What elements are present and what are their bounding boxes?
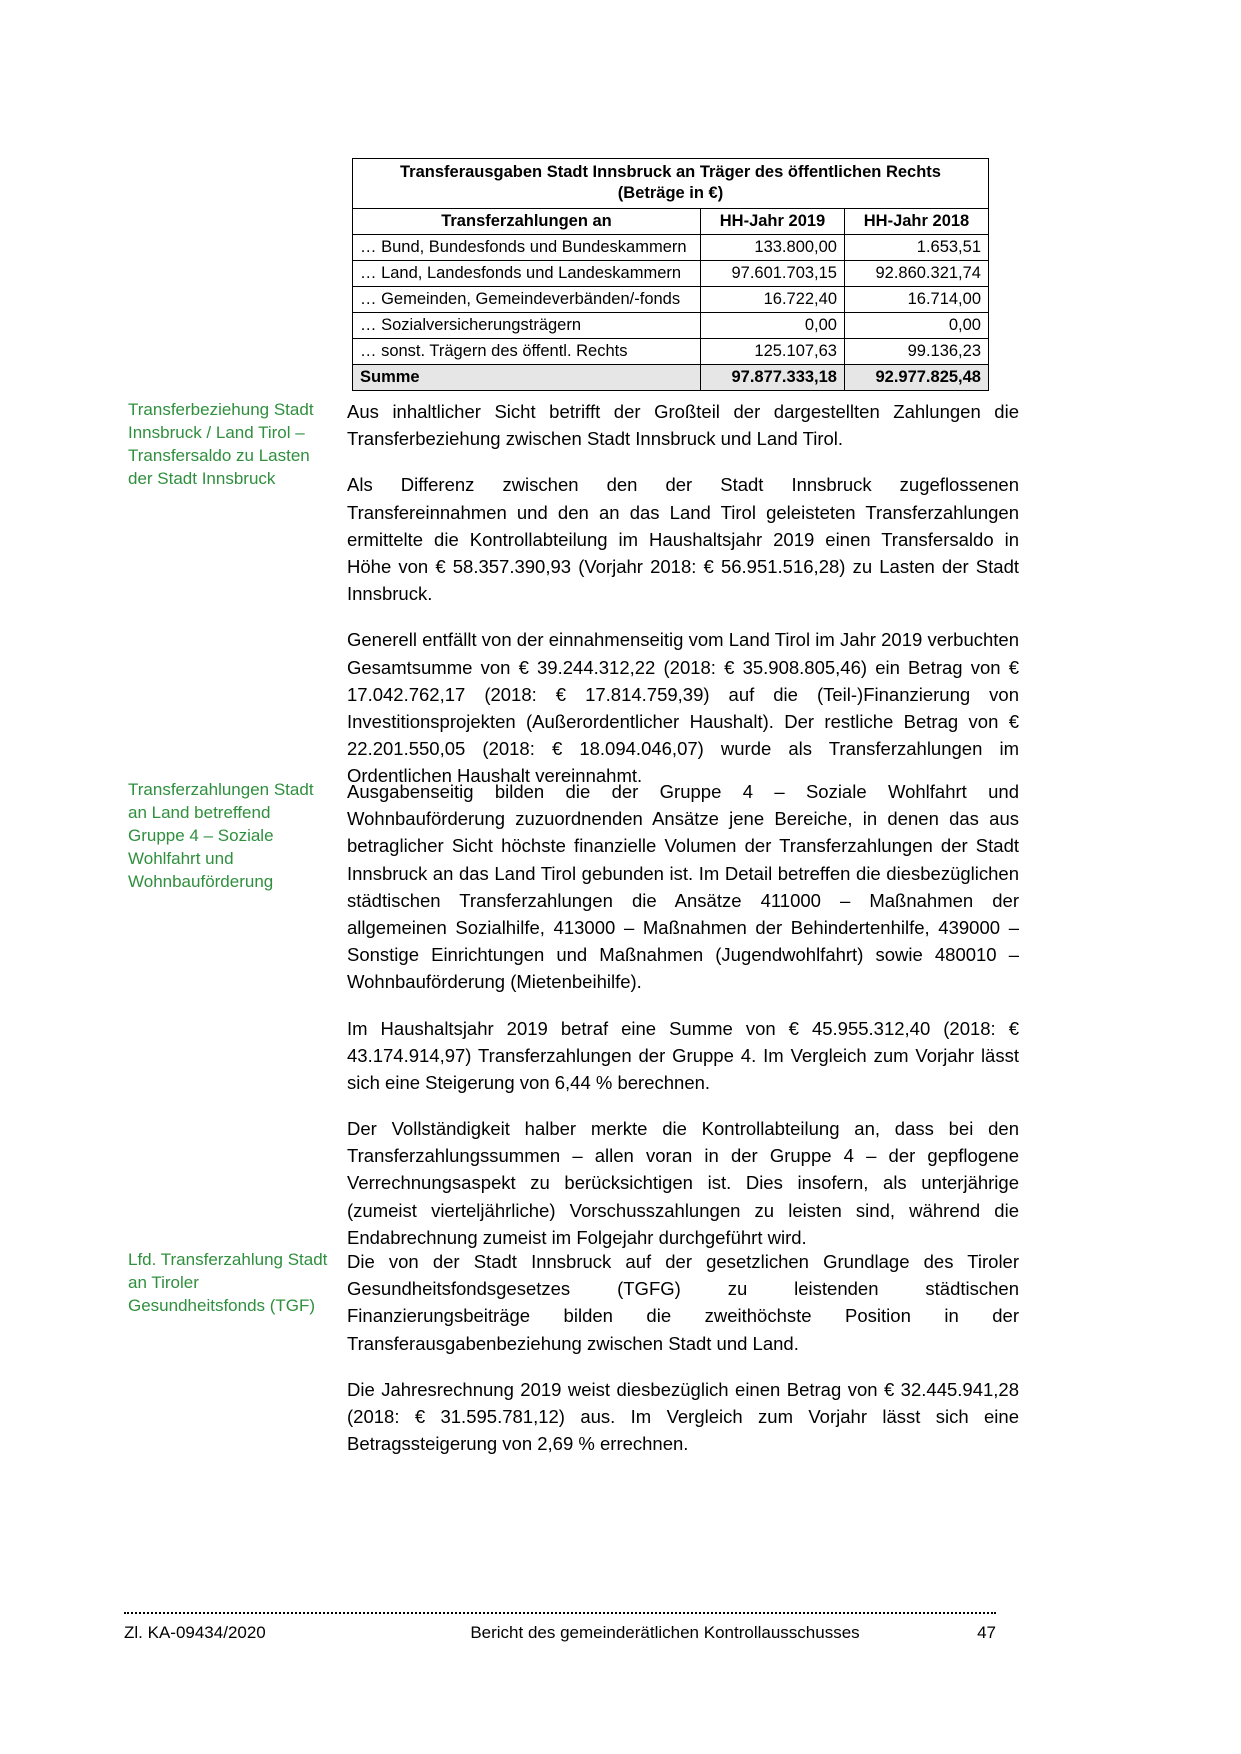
row-label: … Sozialversicherungsträgern [353, 312, 701, 338]
paragraph-1: Aus inhaltlicher Sicht betrifft der Großteil der dargestellten Zahlungen die Transferbeziehung zwischen Stadt Innsbruck und Land Tirol. [347, 401, 1019, 450]
table-title-line1: Transferausgaben Stadt Innsbruck an Träger des öffentlichen Rechts [400, 163, 941, 181]
table-header-row [353, 208, 989, 234]
footer-reference: Zl. KA-09434/2020 [124, 1623, 266, 1642]
transfer-expenses-table [352, 158, 989, 391]
margin-note-tgf: Lfd. Transferzahlung Stadt an Tiroler Gesundheitsfonds (TGF) [128, 1250, 328, 1315]
row-label: … Bund, Bundesfonds und Bundeskammern [353, 234, 701, 260]
paragraph-5: Im Haushaltsjahr 2019 betraf eine Summe von € 45.955.312,40 (2018: € 43.174.914,97) Transferzahlungen der Gruppe 4. Im Vergleich zum Vorjahr lässt sich eine Steigerung von 6,44 % berechnen. [347, 1017, 1019, 1093]
footer-title: Bericht des gemeinderätlichen Kontrollausschusses [470, 1623, 860, 1642]
table-title-line2: (Beträge in €) [617, 184, 724, 203]
table-summary-row [353, 364, 989, 390]
table-row [353, 338, 989, 364]
row-value-2019: 125.107,63 [701, 338, 845, 364]
footer-page-number: 47 [977, 1623, 996, 1642]
row-label: … Land, Landesfonds und Landeskammern [353, 260, 701, 286]
paragraph-4: Ausgabenseitig bilden die der Gruppe 4 – Soziale Wohlfahrt und Wohnbauförderung zuzuordnenden Ansätze jene Bereiche, in denen das aus betraglicher Sicht höchste finanzielle Volumen der Transferzahlungen der Stadt Innsbruck an das Land Tirol gebunden ist. Im Detail betreffen die diesbezüglichen städtischen Transferzahlungen die Ansätze 411000 – Maßnahmen der allgemeinen Sozialhilfe, 413000 – Maßnahmen der Behindertenhilfe, 439000 – Sonstige Einrichtungen und Maßnahmen (Jugendwohlfahrt) sowie 480010 – Wohnbauförderung (Mietenbeihilfe). [347, 781, 1019, 993]
body-block-3 [347, 1248, 1019, 1457]
table-title-row [353, 159, 989, 209]
column-header-label: Transferzahlungen an [353, 208, 701, 234]
table-title [353, 159, 989, 209]
paragraph-6: Der Vollständigkeit halber merkte die Kontrollabteilung an, dass bei den Transferzahlungssummen – allen voran in der Gruppe 4 – der gepflogene Verrechnungsaspekt zu berücksichtigen ist. Dies insofern, als unterjährige (zumeist vierteljährliche) Vorschusszahlungen zu leisten sind, während die Endabrechnung zumeist im Folgejahr durchgeführt wird. [347, 1118, 1019, 1248]
footer-divider [124, 1612, 996, 1614]
row-value-2019: 97.601.703,15 [701, 260, 845, 286]
row-value-2019: 16.722,40 [701, 286, 845, 312]
paragraph-2: Als Differenz zwischen den der Stadt Innsbruck zugeflossenen Transfereinnahmen und den an das Land Tirol geleisteten Transferzahlungen ermittelte die Kontrollabteilung im Haushaltsjahr 2019 einen Transfersaldo in Höhe von € 58.357.390,93 (Vorjahr 2018: € 56.951.516,28) zu Lasten der Stadt Innsbruck. [347, 474, 1019, 605]
table-row [353, 234, 989, 260]
body-block-1 [347, 398, 1019, 789]
row-value-2018: 92.860.321,74 [845, 260, 989, 286]
column-header-2019: HH-Jahr 2019 [701, 208, 845, 234]
row-label: … Gemeinden, Gemeindeverbänden/-fonds [353, 286, 701, 312]
column-header-2018: HH-Jahr 2018 [845, 208, 989, 234]
body-block-2 [347, 778, 1019, 1251]
summary-value-2019: 97.877.333,18 [701, 364, 845, 390]
table-row [353, 312, 989, 338]
paragraph-7: Die von der Stadt Innsbruck auf der gesetzlichen Grundlage des Tiroler Gesundheitsfondsgesetzes (TGFG) zu leistenden städtischen Finanzierungsbeiträge bilden die zweithöchste Position in der Transferausgabenbeziehung zwischen Stadt und Land. [347, 1251, 1019, 1354]
row-value-2018: 99.136,23 [845, 338, 989, 364]
summary-value-2018: 92.977.825,48 [845, 364, 989, 390]
margin-note-transferbeziehung: Transferbeziehung Stadt Innsbruck / Land Tirol – Transfersaldo zu Lasten der Stadt Innsbruck [128, 400, 314, 488]
page-footer [124, 1623, 996, 1643]
row-value-2018: 16.714,00 [845, 286, 989, 312]
row-value-2019: 133.800,00 [701, 234, 845, 260]
row-value-2019: 0,00 [701, 312, 845, 338]
summary-label: Summe [353, 364, 701, 390]
paragraph-8: Die Jahresrechnung 2019 weist diesbezüglich einen Betrag von € 32.445.941,28 (2018: € 31.595.781,12) aus. Im Vergleich zum Vorjahr lässt sich eine Betragssteigerung von 2,69 % errechnen. [347, 1378, 1019, 1455]
margin-note-gruppe4: Transferzahlungen Stadt an Land betreffend Gruppe 4 – Soziale Wohlfahrt und Wohnbauförderung [128, 780, 314, 891]
table-row [353, 260, 989, 286]
paragraph-3: Generell entfällt von der einnahmenseitig vom Land Tirol im Jahr 2019 verbuchten Gesamtsumme von € 39.244.312,22 (2018: € 35.908.805,46) ein Betrag von € 17.042.762,17 (2018: € 17.814.759,39) auf die (Teil-)Finanzierung von Investitionsprojekten (Außerordentlicher Haushalt). Der restliche Betrag von € 22.201.550,05 (2018: € 18.094.046,07) wurde als Transferzahlungen im Ordentlichen Haushalt vereinnahmt. [347, 629, 1019, 787]
row-value-2018: 0,00 [845, 312, 989, 338]
table-row [353, 286, 989, 312]
row-label: … sonst. Trägern des öffentl. Rechts [353, 338, 701, 364]
row-value-2018: 1.653,51 [845, 234, 989, 260]
